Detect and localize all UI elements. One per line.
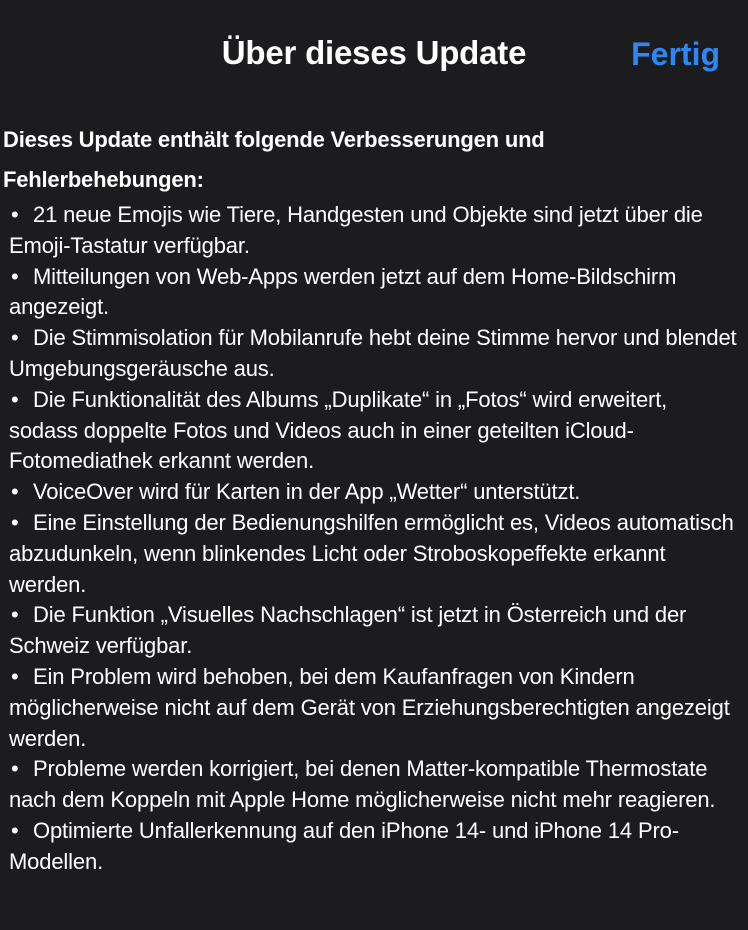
list-item-text: VoiceOver wird für Karten in der App „Wetter“ unterstützt. bbox=[33, 479, 581, 505]
list-item-text: Die Funktionalität des Albums „Duplikate“ in „Fotos“ wird erweitert, sodass doppelte Fotos und Videos auch in einer geteilten iCloud-Fotomediathek erkannt werden. bbox=[9, 386, 668, 474]
bullet-icon: • bbox=[11, 756, 19, 782]
list-item bbox=[9, 262, 738, 324]
list-item-text: Optimierte Unfallerkennung auf den iPhone 14- und iPhone 14 Pro-Modellen. bbox=[9, 817, 679, 874]
list-item bbox=[9, 477, 738, 508]
list-item bbox=[9, 754, 738, 816]
list-item bbox=[9, 200, 738, 262]
bullet-icon: • bbox=[11, 509, 19, 535]
list-item bbox=[9, 662, 738, 754]
page-title-text: Über dieses Update bbox=[221, 34, 527, 71]
release-notes-list bbox=[3, 200, 738, 878]
bullet-icon: • bbox=[11, 602, 19, 628]
bullet-icon: • bbox=[11, 479, 19, 505]
bullet-icon: • bbox=[11, 386, 19, 412]
list-item-text: Die Stimmisolation für Mobilanrufe hebt deine Stimme hervor und blendet Umgebungsgeräusche aus. bbox=[9, 325, 737, 381]
list-item bbox=[9, 323, 738, 385]
bullet-icon: • bbox=[11, 663, 19, 689]
list-item bbox=[9, 816, 738, 878]
bullet-icon: • bbox=[11, 202, 19, 227]
navigation-bar bbox=[0, 0, 748, 110]
list-item-text: 21 neue Emojis wie Tiere, Handgesten und Objekte sind jetzt über die Emoji-Tastatur verfügbar. bbox=[9, 202, 703, 258]
list-item-text: Ein Problem wird behoben, bei dem Kaufanfragen von Kindern möglicherweise nicht auf dem Gerät von Erziehungsberechtigten angezeigt werden. bbox=[9, 663, 730, 751]
list-item-text: Die Funktion „Visuelles Nachschlagen“ ist jetzt in Österreich und der Schweiz verfügbar. bbox=[9, 602, 687, 659]
list-item-text: Mitteilungen von Web-Apps werden jetzt auf dem Home-Bildschirm angezeigt. bbox=[9, 263, 677, 320]
done-button[interactable]: Fertig bbox=[631, 36, 720, 72]
bullet-icon: • bbox=[11, 325, 19, 351]
bullet-icon: • bbox=[11, 263, 19, 289]
list-item-text: Probleme werden korrigiert, bei denen Matter-kompatible Thermostate nach dem Koppeln mit Apple Home möglicherweise nicht mehr reagieren. bbox=[9, 756, 716, 813]
list-item bbox=[9, 600, 738, 662]
list-item-text: Eine Einstellung der Bedienungshilfen ermöglicht es, Videos automatisch abzudunkeln, wenn blinkendes Licht oder Stroboskopeffekte erkannt werden. bbox=[9, 509, 734, 597]
bullet-icon: • bbox=[11, 817, 19, 843]
list-item bbox=[9, 508, 738, 600]
release-notes bbox=[0, 120, 748, 878]
release-notes-intro: Dieses Update enthält folgende Verbesserungen und Fehlerbehebungen: bbox=[3, 127, 545, 192]
list-item bbox=[9, 385, 738, 477]
